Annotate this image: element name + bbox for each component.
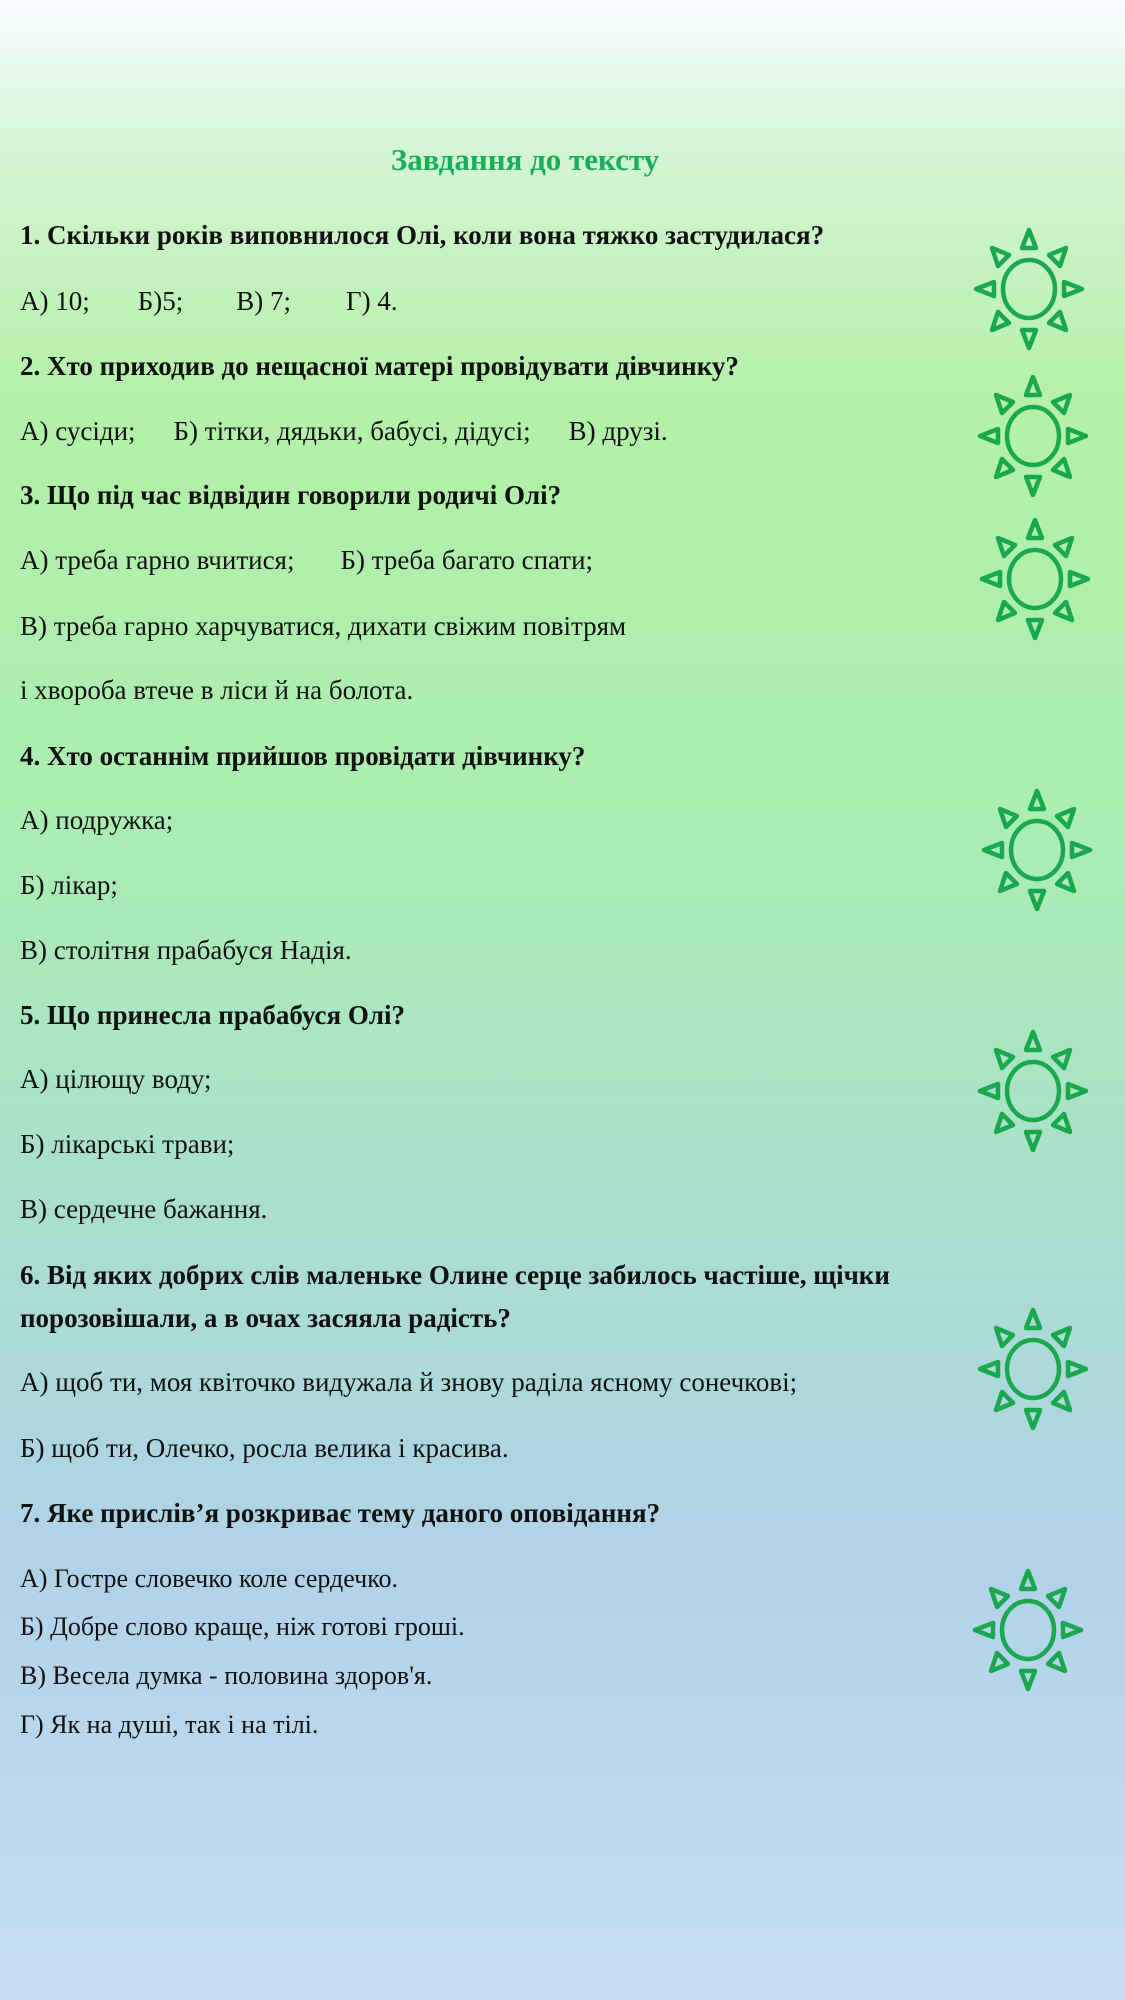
q3-option-b: Б) треба багато спати; bbox=[340, 545, 594, 575]
sun-icon bbox=[973, 226, 1085, 352]
sun-icon bbox=[977, 373, 1089, 499]
q5-option-a: А) цілющу воду; bbox=[20, 1064, 212, 1094]
question-5: 5. Що принесла прабабуся Олі? bbox=[20, 1000, 405, 1030]
sun-icon bbox=[972, 1567, 1084, 1693]
question-6: 6. Від яких добрих слів маленьке Олине серце забилось частіше, щічки bbox=[20, 1260, 890, 1290]
question-1: 1. Скільки років виповнилося Олі, коли вона тяжко застудилася? bbox=[20, 220, 825, 250]
q1-option-c: В) 7; bbox=[236, 286, 292, 316]
sun-icon bbox=[979, 516, 1091, 642]
q5-option-b: Б) лікарські трави; bbox=[20, 1129, 235, 1159]
question-1-options bbox=[20, 281, 398, 322]
sun-icon bbox=[981, 787, 1093, 913]
question-7: 7. Яке прислів’я розкриває тему даного оповідання? bbox=[20, 1498, 661, 1528]
q7-option-b: Б) Добре слово краще, ніж готові гроші. bbox=[20, 1612, 465, 1641]
sun-icon bbox=[977, 1028, 1089, 1154]
q7-option-d: Г) Як на душі, так і на тілі. bbox=[20, 1710, 319, 1739]
q6-option-a: А) щоб ти, моя квіточко видужала й знову раділа ясному сонечкові; bbox=[20, 1367, 798, 1397]
q3-option-a: А) треба гарно вчитися; bbox=[20, 545, 295, 575]
q1-option-d: Г) 4. bbox=[346, 286, 398, 316]
question-3-options bbox=[20, 540, 593, 581]
q7-option-a: А) Гостре словечко коле сердечко. bbox=[20, 1564, 399, 1593]
question-4: 4. Хто останнім прийшов провідати дівчинку? bbox=[20, 741, 586, 771]
page-title: Завдання до тексту bbox=[390, 142, 660, 177]
q1-option-b: Б)5; bbox=[137, 286, 184, 316]
q6-option-b: Б) щоб ти, Олечко, росла велика і красива. bbox=[20, 1433, 509, 1463]
q4-option-b: Б) лікар; bbox=[20, 870, 118, 900]
q1-option-a: А) 10; bbox=[20, 286, 90, 316]
q2-option-a: А) сусіди; bbox=[20, 416, 136, 446]
q5-option-c: В) сердечне бажання. bbox=[20, 1194, 268, 1224]
q4-option-a: А) подружка; bbox=[20, 805, 174, 835]
question-6-cont: порозовішали, а в очах засяяла радість? bbox=[20, 1303, 511, 1333]
sun-icon bbox=[977, 1306, 1089, 1432]
q2-option-b: Б) тітки, дядьки, бабусі, дідусі; bbox=[173, 416, 531, 446]
question-3: 3. Що під час відвідин говорили родичі Олі? bbox=[20, 480, 562, 510]
q7-option-c: В) Весела думка - половина здоров'я. bbox=[20, 1661, 433, 1690]
q3-option-c-cont: і хвороба втече в ліси й на болота. bbox=[20, 675, 414, 705]
q4-option-c: В) столітня прабабуся Надія. bbox=[20, 935, 352, 965]
question-2-options bbox=[20, 411, 668, 452]
q2-option-c: В) друзі. bbox=[568, 416, 668, 446]
q3-option-c: В) треба гарно харчуватися, дихати свіжим повітрям bbox=[20, 611, 627, 641]
question-2: 2. Хто приходив до нещасної матері провідувати дівчинку? bbox=[20, 351, 739, 381]
